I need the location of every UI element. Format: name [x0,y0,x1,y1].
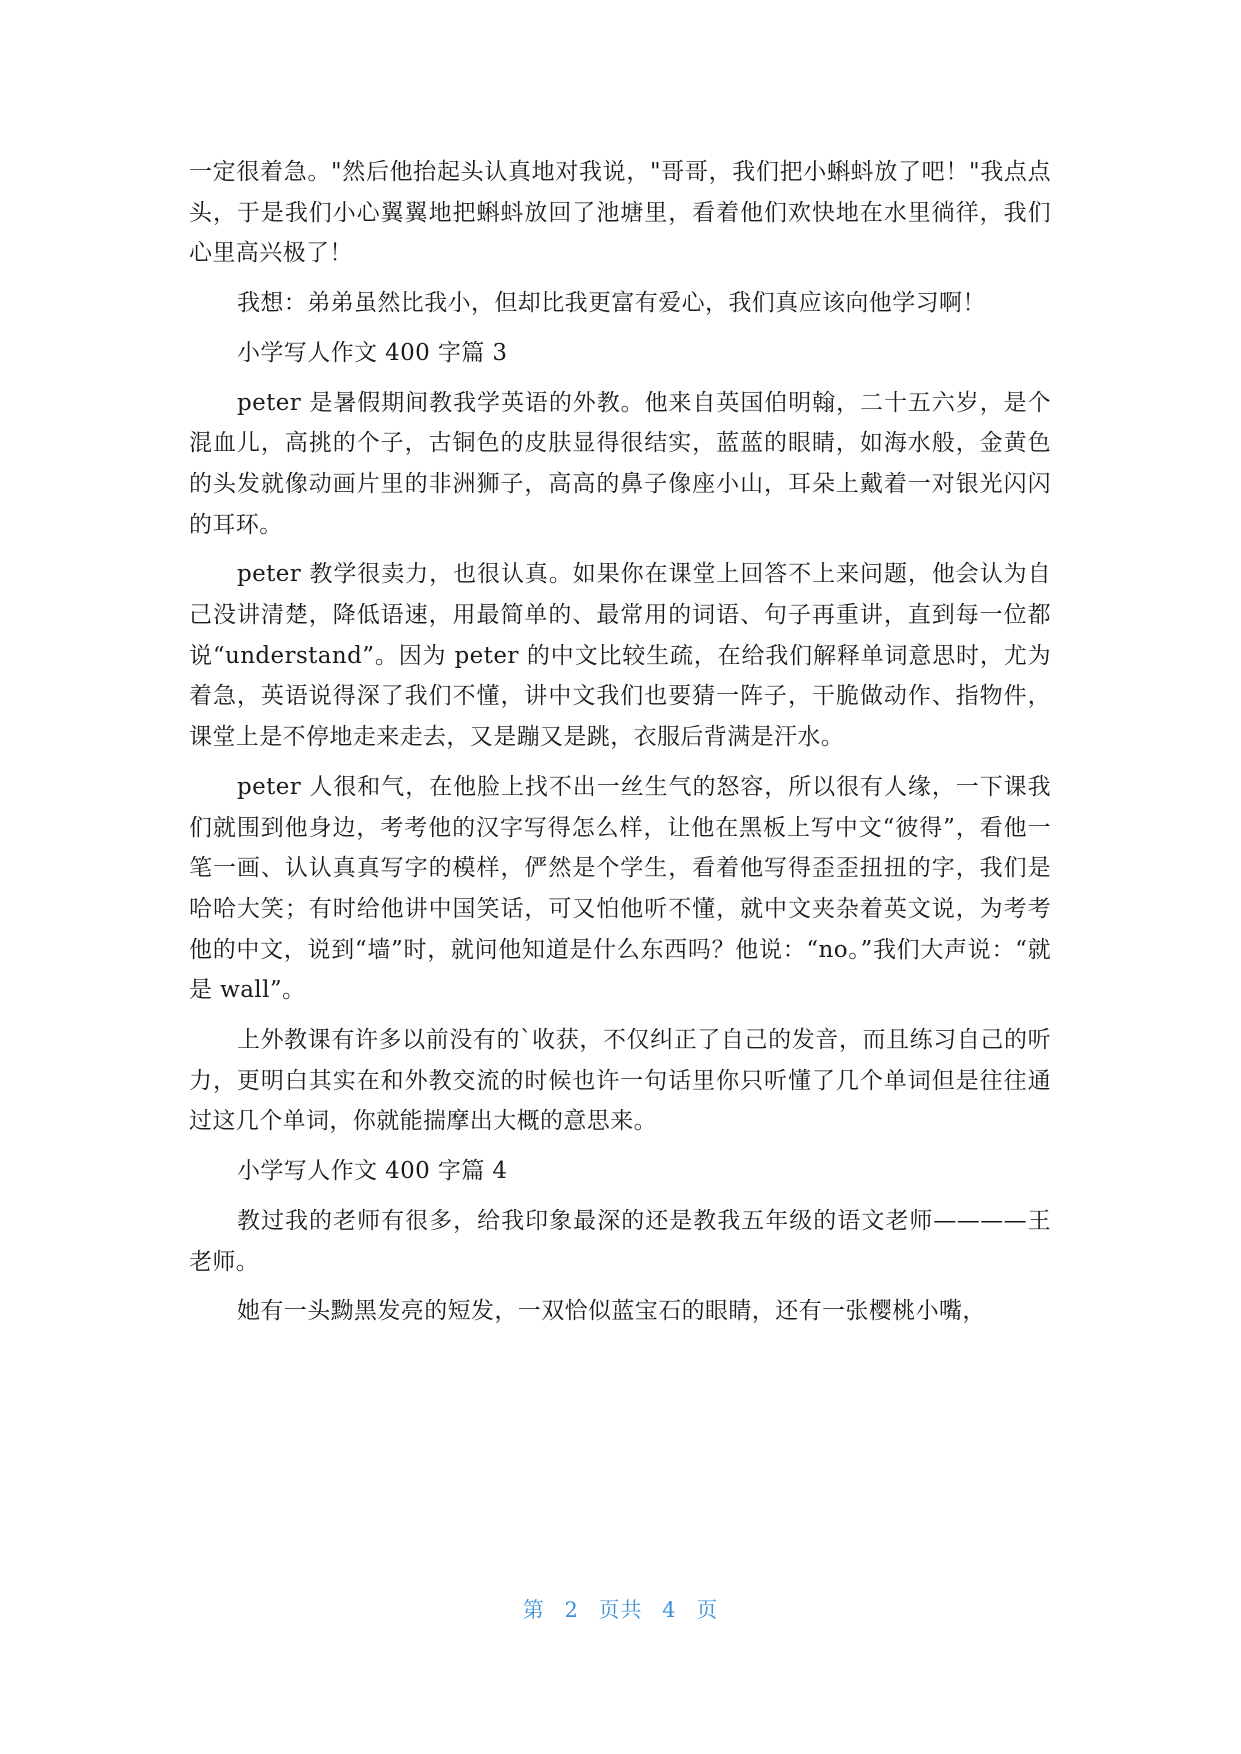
document-body [189,152,1051,1341]
footer-prefix: 第 [522,1598,545,1622]
paragraph: 一定很着急。"然后他抬起头认真地对我说，"哥哥，我们把小蝌蚪放了吧！"我点点头，于是我们小心翼翼地把蝌蚪放回了池塘里，看着他们欢快地在水里徜徉，我们心里高兴极了！ [189,159,1051,267]
section-heading: 小学写人作文 400 字篇 4 [237,1158,508,1185]
page-footer [0,1594,1241,1624]
section-heading: 小学写人作文 400 字篇 3 [237,339,508,366]
paragraph: peter 是暑假期间教我学英语的外教。他来自英国伯明翰，二十五六岁，是个混血儿，高挑的个子，古铜色的皮肤显得很结实，蓝蓝的眼睛，如海水般，金黄色的头发就像动画片里的非洲狮子，高高的鼻子像座小山，耳朵上戴着一对银光闪闪的耳环。 [189,389,1051,538]
paragraph: 上外教课有许多以前没有的`收获，不仅纠正了自己的发音，而且练习自己的听力，更明白其实在和外教交流的时候也许一句话里你只听懂了几个单词但是往往通过这几个单词，你就能揣摩出大概的意思来。 [189,1027,1051,1135]
paragraph: 我想：弟弟虽然比我小，但却比我更富有爱心，我们真应该向他学习啊！ [237,290,986,317]
paragraph: peter 人很和气，在他脸上找不出一丝生气的怒容，所以很有人缘，一下课我们就围到他身边，考考他的汉字写得怎么样，让他在黑板上写中文“彼得”，看他一笔一画、认认真真写字的模样，俨然是个学生，看着他写得歪歪扭扭的字，我们是哈哈大笑；有时给他讲中国笑话，可又怕他听不懂，就中文夹杂着英文说，为考考他的中文，说到“墙”时，就问他知道是什么东西吗？他说：“no。”我们大声说：“就是 wall”。 [189,773,1051,1004]
footer-total-pages: 4 [662,1598,677,1622]
footer-suffix: 页 [696,1598,719,1622]
paragraph: peter 教学很卖力，也很认真。如果你在课堂上回答不上来问题，他会认为自己没讲清楚，降低语速，用最简单的、最常用的词语、句子再重讲，直到每一位都说“understand”。因为 peter 的中文比较生疏，在给我们解释单词意思时，尤为着急，英语说得深了我们不懂，讲中文我们也要猜一阵子，干脆做动作、指物件，课堂上是不停地走来走去，又是蹦又是跳，衣服后背满是汗水。 [189,561,1051,751]
footer-middle: 页共 [598,1598,643,1622]
paragraph: 她有一头黝黑发亮的短发，一双恰似蓝宝石的眼睛，还有一张樱桃小嘴， [237,1298,986,1325]
footer-current-page: 2 [564,1598,579,1622]
paragraph: 教过我的老师有很多，给我印象最深的还是教我五年级的语文老师————王老师。 [189,1207,1051,1275]
